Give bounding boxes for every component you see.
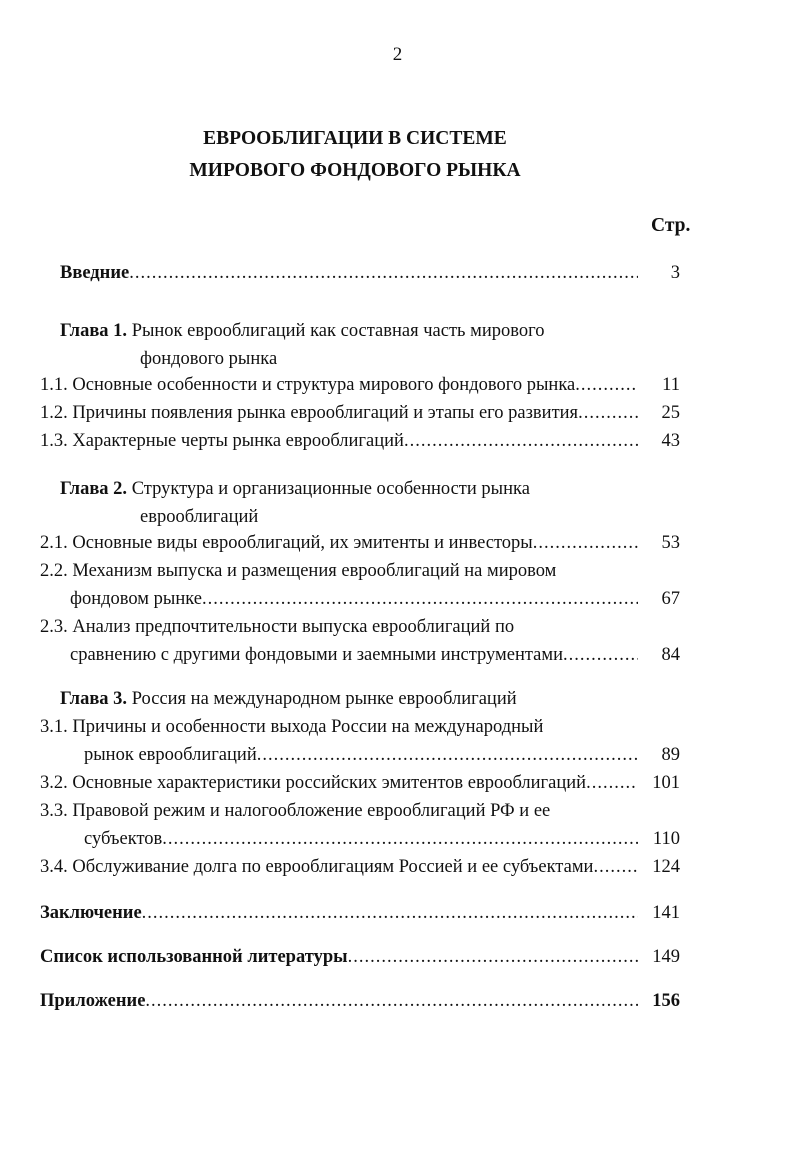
entry-label: 1.1. Основные особенности и структура мирового фондового рынка	[40, 375, 576, 395]
chapter-2-title: Структура и организационные особенности рынка	[127, 479, 530, 499]
leader-dots	[129, 260, 638, 286]
entry-page: 141	[652, 903, 680, 923]
entry-label: 3.4. Обслуживание долга по еврооблигациям Россией и ее субъектами	[40, 857, 594, 877]
entry-page: 89	[661, 745, 680, 765]
leader-dots	[593, 854, 638, 880]
leader-dots	[142, 900, 638, 926]
toc-entry-2-2-line-1: 2.2. Механизм выпуска и размещения еврооблигаций на мировом	[40, 561, 557, 581]
leader-dots	[578, 400, 638, 426]
chapter-2-heading	[60, 476, 530, 502]
page-number: 2	[392, 44, 403, 65]
chapter-1-title: Рынок еврооблигаций как составная часть мирового	[127, 321, 545, 341]
entry-label: Приложение	[40, 991, 146, 1011]
leader-dots	[145, 988, 638, 1014]
toc-entry-3-1-line-1: 3.1. Причины и особенности выхода России на международный	[40, 717, 544, 737]
chapter-3-title: Россия на международном рынке еврооблигаций	[127, 689, 517, 709]
leader-dots	[563, 642, 638, 668]
toc-entry-1-3	[40, 428, 680, 454]
entry-page: 110	[652, 829, 680, 849]
chapter-2-title-cont: еврооблигаций	[140, 507, 259, 527]
leader-dots	[575, 372, 638, 398]
entry-label: рынок еврооблигаций	[84, 745, 257, 765]
entry-label: фондовом рынке	[70, 589, 202, 609]
entry-label: Список использованной литературы	[40, 947, 348, 967]
entry-page: 124	[652, 857, 680, 877]
entry-page: 11	[662, 375, 680, 395]
leader-dots	[533, 530, 638, 556]
entry-page: 25	[661, 403, 680, 423]
entry-label: 2.1. Основные виды еврооблигаций, их эмитенты и инвесторы	[40, 533, 533, 553]
toc-entry-1-1	[40, 372, 680, 398]
toc-entry-3-3-line-1: 3.3. Правовой режим и налогообложение еврооблигаций РФ и ее	[40, 801, 551, 821]
entry-label: 1.2. Причины появления рынка еврооблигаций и этапы его развития	[40, 403, 579, 423]
entry-label: 3.2. Основные характеристики российских эмитентов еврооблигаций	[40, 773, 587, 793]
chapter-3-heading	[60, 686, 517, 712]
toc-entry-bibliography	[40, 944, 680, 970]
toc-entry-2-2	[70, 586, 680, 612]
leader-dots	[586, 770, 638, 796]
title-line-2: МИРОВОГО ФОНДОВОГО РЫНКА	[189, 160, 521, 181]
toc-entry-2-3-line-1: 2.3. Анализ предпочтительности выпуска еврооблигаций по	[40, 617, 515, 637]
toc-entry-2-1	[40, 530, 680, 556]
entry-label: Заключение	[40, 903, 142, 923]
entry-page: 53	[661, 533, 680, 553]
entry-page: 3	[670, 263, 680, 283]
toc-entry-conclusion	[40, 900, 680, 926]
toc-entry-3-1	[84, 742, 680, 768]
entry-label: субъектов	[84, 829, 163, 849]
entry-page: 149	[652, 947, 680, 967]
chapter-1-label: Глава 1.	[60, 321, 128, 341]
entry-label: 1.3. Характерные черты рынка еврооблигаций	[40, 431, 404, 451]
leader-dots	[348, 944, 638, 970]
leader-dots	[257, 742, 638, 768]
toc-entry-2-3	[70, 642, 680, 668]
entry-page: 67	[661, 589, 680, 609]
page-column-header: Стр.	[651, 215, 691, 236]
entry-page: 43	[661, 431, 680, 451]
chapter-1-heading	[60, 318, 544, 344]
toc-entry-appendix	[40, 988, 680, 1014]
toc-entry-3-2	[40, 770, 680, 796]
toc-entry-3-3	[84, 826, 680, 852]
toc-entry-intro	[60, 260, 680, 286]
entry-label: сравнению с другими фондовыми и заемными инструментами	[70, 645, 563, 665]
chapter-2-label: Глава 2.	[60, 479, 128, 499]
entry-page: 84	[661, 645, 680, 665]
leader-dots	[404, 428, 638, 454]
entry-page: 156	[652, 991, 680, 1011]
title-line-1: ЕВРООБЛИГАЦИИ В СИСТЕМЕ	[203, 128, 507, 149]
toc-entry-3-4	[40, 854, 680, 880]
entry-label: Введние	[60, 263, 130, 283]
leader-dots	[162, 826, 638, 852]
entry-page: 101	[652, 773, 680, 793]
toc-entry-1-2	[40, 400, 680, 426]
chapter-1-title-cont: фондового рынка	[140, 349, 278, 369]
chapter-3-label: Глава 3.	[60, 689, 128, 709]
leader-dots	[202, 586, 638, 612]
